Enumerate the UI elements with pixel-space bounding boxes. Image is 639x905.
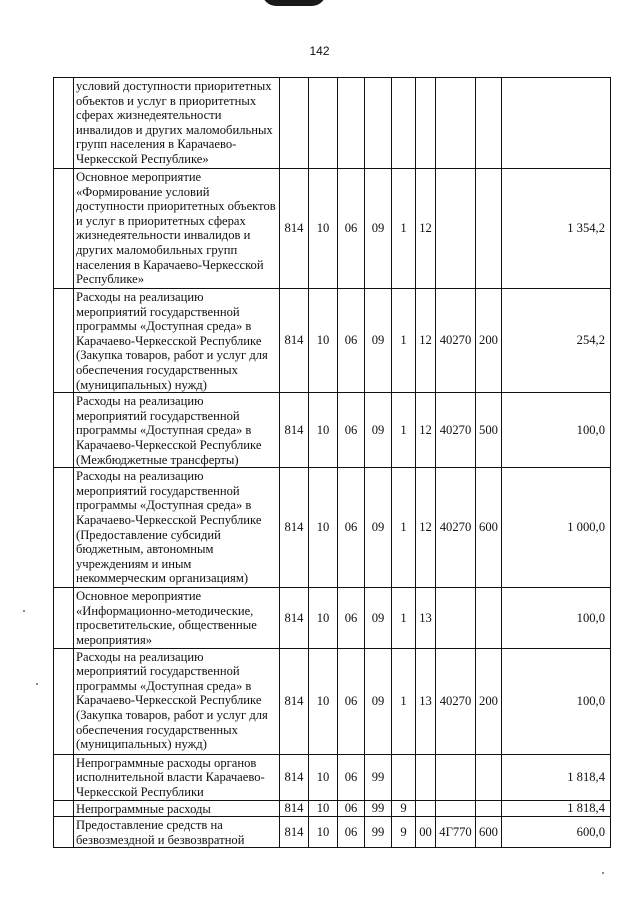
row-name: Непрограммные расходы (74, 800, 280, 817)
code-direction (436, 78, 476, 169)
scan-speck (602, 872, 604, 874)
code-program: 99 (365, 800, 392, 817)
code-subprogram: 9 (392, 800, 416, 817)
code-ministry: 814 (280, 588, 309, 648)
table-row (54, 800, 611, 817)
row-name: Расходы на реализацию мероприятий государственной программы «Доступная среда» в Карачаево-Черкесской Республике (Межбюджетные трансферты) (74, 393, 280, 468)
row-name: Основное мероприятие «Формирование условий доступности приоритетных объектов и услуг в приоритетных сферах жизнедеятельности инвалидов и других маломобильных групп населения в Карачаево-Черкесской Республике» (74, 169, 280, 289)
code-program: 09 (365, 588, 392, 648)
code-subsection: 06 (338, 588, 365, 648)
number-cell (54, 754, 74, 800)
code-program: 99 (365, 754, 392, 800)
number-cell (54, 393, 74, 468)
code-section: 10 (309, 800, 338, 817)
scan-speck (23, 610, 25, 612)
code-ministry: 814 (280, 169, 309, 289)
number-cell (54, 588, 74, 648)
table-row (54, 648, 611, 754)
row-name: условий доступности приоритетных объектов и услуг в приоритетных сферах жизнедеятельности инвалидов и других маломобильных групп населения в Карачаево-Черкесской Республике» (74, 78, 280, 169)
code-ministry: 814 (280, 817, 309, 848)
code-program: 09 (365, 393, 392, 468)
code-subsection: 06 (338, 817, 365, 848)
code-subprogram: 9 (392, 817, 416, 848)
code-event (416, 754, 436, 800)
code-section: 10 (309, 588, 338, 648)
code-direction (436, 588, 476, 648)
amount-cell: 100,0 (502, 588, 611, 648)
code-ministry: 814 (280, 754, 309, 800)
scan-speck (36, 683, 38, 685)
code-direction (436, 800, 476, 817)
code-subprogram: 1 (392, 588, 416, 648)
amount-cell: 600,0 (502, 817, 611, 848)
table-row (54, 289, 611, 393)
code-subprogram: 1 (392, 648, 416, 754)
code-event: 00 (416, 817, 436, 848)
code-expense-type (476, 800, 502, 817)
code-expense-type: 500 (476, 393, 502, 468)
code-expense-type: 200 (476, 289, 502, 393)
code-event: 12 (416, 289, 436, 393)
row-name: Расходы на реализацию мероприятий государственной программы «Доступная среда» в Карачаево-Черкесской Республике (Предоставление субсидий бюджетным, автономным учреждениям и иным некоммерческим организациям) (74, 468, 280, 588)
code-section: 10 (309, 648, 338, 754)
code-subsection: 06 (338, 289, 365, 393)
row-name: Расходы на реализацию мероприятий государственной программы «Доступная среда» в Карачаево-Черкесской Республике (Закупка товаров, работ и услуг для обеспечения государственных (муниципальных) нужд) (74, 648, 280, 754)
table-row (54, 468, 611, 588)
table-row (54, 754, 611, 800)
number-cell (54, 78, 74, 169)
code-event: 12 (416, 468, 436, 588)
code-subprogram: 1 (392, 169, 416, 289)
table-row (54, 817, 611, 848)
code-event: 13 (416, 588, 436, 648)
amount-cell: 1 000,0 (502, 468, 611, 588)
scan-artifact (262, 0, 326, 6)
code-ministry: 814 (280, 393, 309, 468)
code-section: 10 (309, 393, 338, 468)
code-program: 09 (365, 289, 392, 393)
code-direction: 40270 (436, 648, 476, 754)
code-direction (436, 754, 476, 800)
code-ministry: 814 (280, 289, 309, 393)
number-cell (54, 648, 74, 754)
code-program (365, 78, 392, 169)
row-name: Основное мероприятие «Информационно-методические, просветительские, общественные мероприятия» (74, 588, 280, 648)
code-expense-type (476, 169, 502, 289)
code-subsection: 06 (338, 468, 365, 588)
code-direction: 4Г770 (436, 817, 476, 848)
code-section: 10 (309, 169, 338, 289)
row-name: Расходы на реализацию мероприятий государственной программы «Доступная среда» в Карачаево-Черкесской Республике (Закупка товаров, работ и услуг для обеспечения государственных (муниципальных) нужд) (74, 289, 280, 393)
amount-cell: 100,0 (502, 648, 611, 754)
code-section: 10 (309, 754, 338, 800)
code-expense-type (476, 588, 502, 648)
code-event: 13 (416, 648, 436, 754)
code-program: 09 (365, 169, 392, 289)
code-subprogram: 1 (392, 393, 416, 468)
table-body (54, 78, 611, 848)
amount-cell: 1 818,4 (502, 754, 611, 800)
code-expense-type (476, 754, 502, 800)
code-direction: 40270 (436, 289, 476, 393)
code-event (416, 800, 436, 817)
amount-cell: 1 818,4 (502, 800, 611, 817)
code-event (416, 78, 436, 169)
code-program: 99 (365, 817, 392, 848)
number-cell (54, 468, 74, 588)
amount-cell: 254,2 (502, 289, 611, 393)
table-row (54, 393, 611, 468)
code-section (309, 78, 338, 169)
code-expense-type: 200 (476, 648, 502, 754)
code-subsection: 06 (338, 393, 365, 468)
code-event: 12 (416, 393, 436, 468)
code-subprogram (392, 754, 416, 800)
code-section: 10 (309, 468, 338, 588)
number-cell (54, 169, 74, 289)
amount-cell: 1 354,2 (502, 169, 611, 289)
code-direction (436, 169, 476, 289)
code-program: 09 (365, 468, 392, 588)
code-event: 12 (416, 169, 436, 289)
number-cell (54, 800, 74, 817)
code-subprogram: 1 (392, 289, 416, 393)
code-direction: 40270 (436, 393, 476, 468)
row-name: Предоставление средств на безвозмездной и безвозвратной (74, 817, 280, 848)
code-subsection: 06 (338, 648, 365, 754)
number-cell (54, 289, 74, 393)
page-number: 142 (309, 44, 330, 58)
code-subsection: 06 (338, 169, 365, 289)
amount-cell (502, 78, 611, 169)
code-section: 10 (309, 817, 338, 848)
row-name: Непрограммные расходы органов исполнительной власти Карачаево-Черкесской Республики (74, 754, 280, 800)
table-row (54, 588, 611, 648)
code-subprogram: 1 (392, 468, 416, 588)
code-ministry: 814 (280, 800, 309, 817)
code-direction: 40270 (436, 468, 476, 588)
code-section: 10 (309, 289, 338, 393)
code-ministry: 814 (280, 468, 309, 588)
code-subprogram (392, 78, 416, 169)
table-row (54, 169, 611, 289)
code-subsection: 06 (338, 800, 365, 817)
code-program: 09 (365, 648, 392, 754)
table-row (54, 78, 611, 169)
code-expense-type: 600 (476, 468, 502, 588)
code-expense-type: 600 (476, 817, 502, 848)
code-ministry (280, 78, 309, 169)
code-subsection (338, 78, 365, 169)
budget-table (53, 77, 611, 848)
number-cell (54, 817, 74, 848)
code-ministry: 814 (280, 648, 309, 754)
code-subsection: 06 (338, 754, 365, 800)
code-expense-type (476, 78, 502, 169)
amount-cell: 100,0 (502, 393, 611, 468)
